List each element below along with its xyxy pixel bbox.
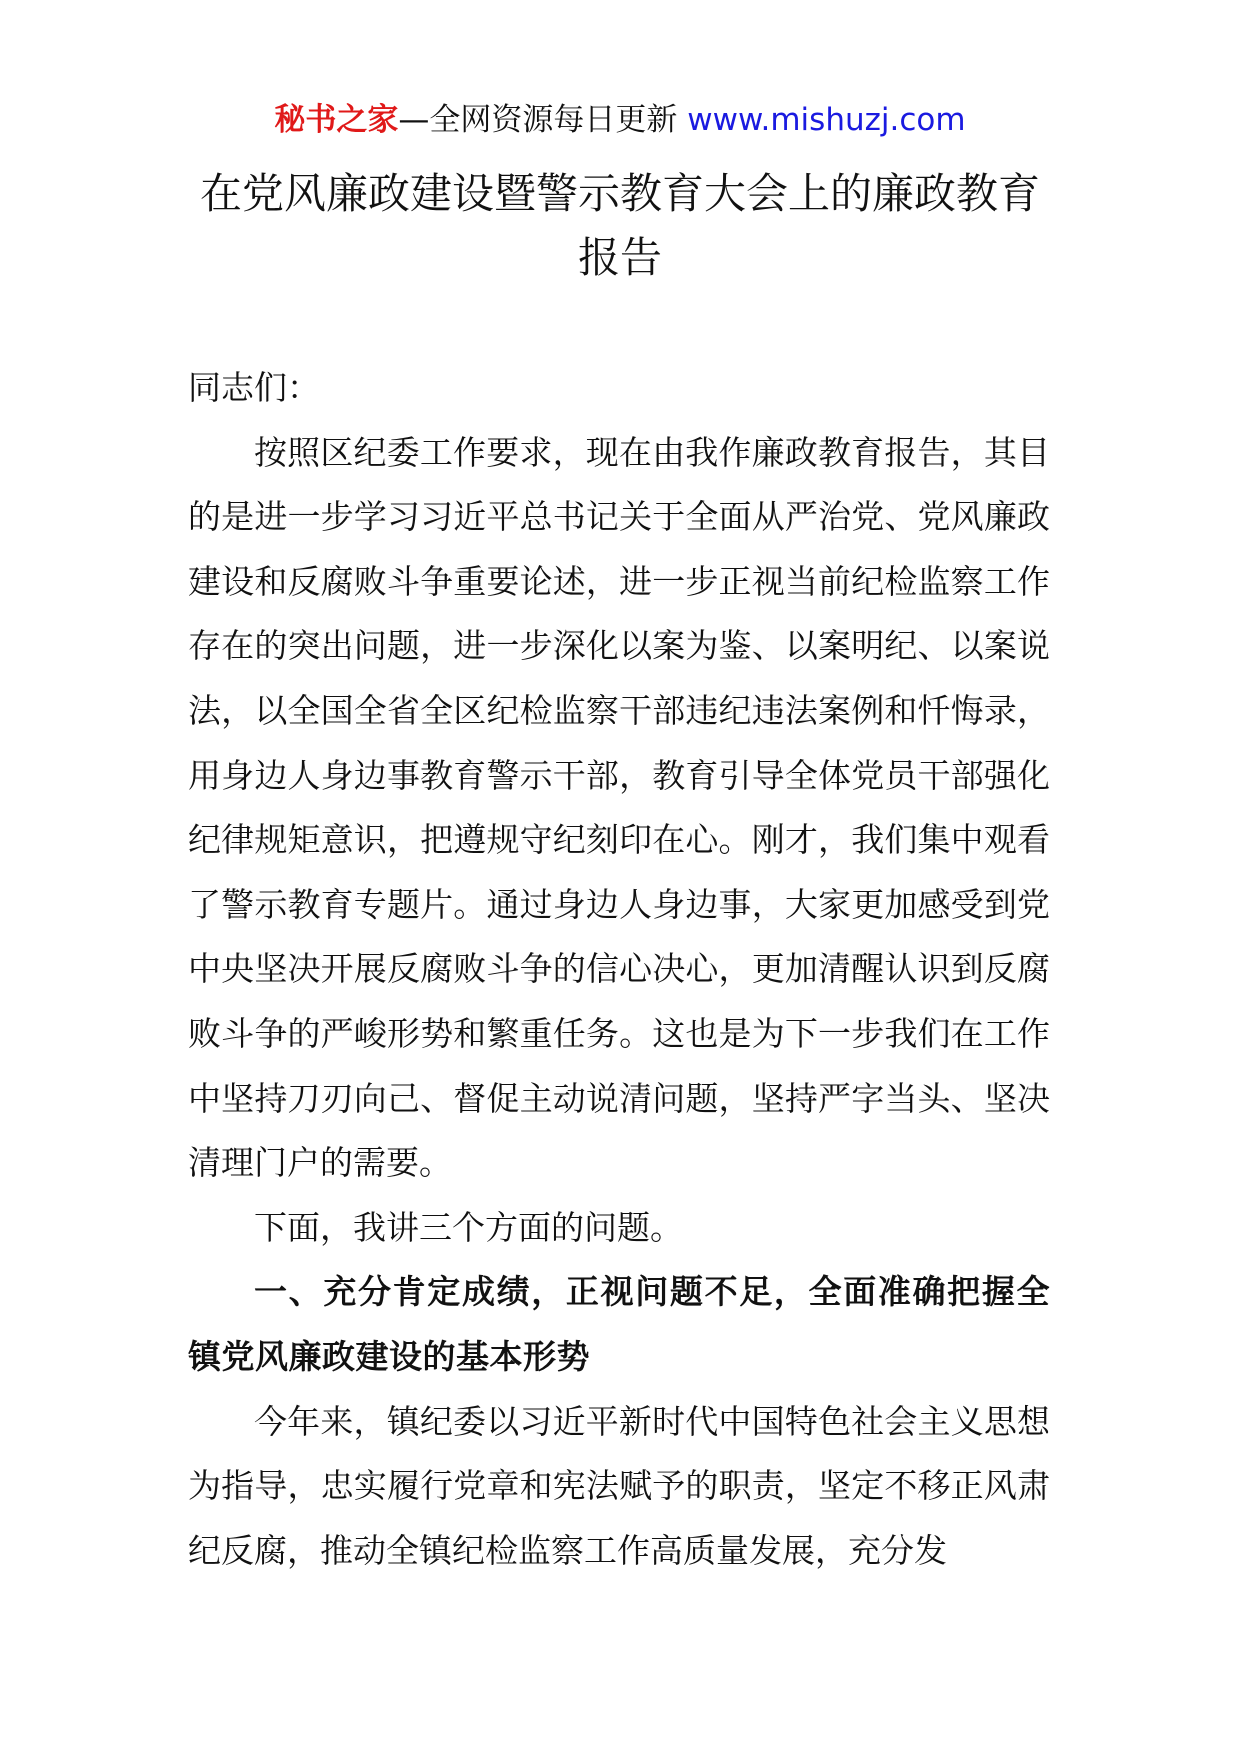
salutation: 同志们：	[188, 368, 320, 407]
body-paragraph: 按照区纪委工作要求，现在由我作廉政教育报告，其目的是进一步学习习近平总书记关于全面从严治党、党风廉政建设和反腐败斗争重要论述，进一步正视当前纪检监察工作存在的突出问题，进一步深化以案为鉴、以案明纪、以案说法，以全国全省全区纪检监察干部违纪违法案例和忏悔录，用身边人身边事教育警示干部，教育引导全体党员干部强化纪律规矩意识，把遵规守纪刻印在心。刚才，我们集中观看了警示教育专题片。通过身边人身边事，大家更加感受到党中央坚决开展反腐败斗争的信心决心，更加清醒认识到反腐败斗争的严峻形势和繁重任务。这也是为下一步我们在工作中坚持刀刃向己、督促主动说清问题，坚持严字当头、坚决清理门户的需要。	[188, 432, 1050, 1183]
document-title: 在党风廉政建设暨警示教育大会上的廉政教育报告	[199, 169, 1040, 282]
banner-brand: 秘书之家	[274, 102, 399, 138]
banner-url-link[interactable]: www.mishuzj.com	[687, 102, 966, 138]
banner-tagline: —全网资源每日更新	[398, 102, 688, 138]
section-heading: 一、充分肯定成绩，正视问题不足，全面准确把握全镇党风廉政建设的基本形势	[188, 1272, 1050, 1376]
section-paragraph: 今年来，镇纪委以习近平新时代中国特色社会主义思想为指导，忠实履行党章和宪法赋予的职责，坚定不移正风肃纪反腐，推动全镇纪检监察工作高质量发展，充分发	[188, 1401, 1050, 1570]
site-banner	[0, 100, 1240, 140]
document-body	[188, 356, 1050, 1583]
body-paragraph: 下面，我讲三个方面的问题。	[254, 1207, 683, 1247]
